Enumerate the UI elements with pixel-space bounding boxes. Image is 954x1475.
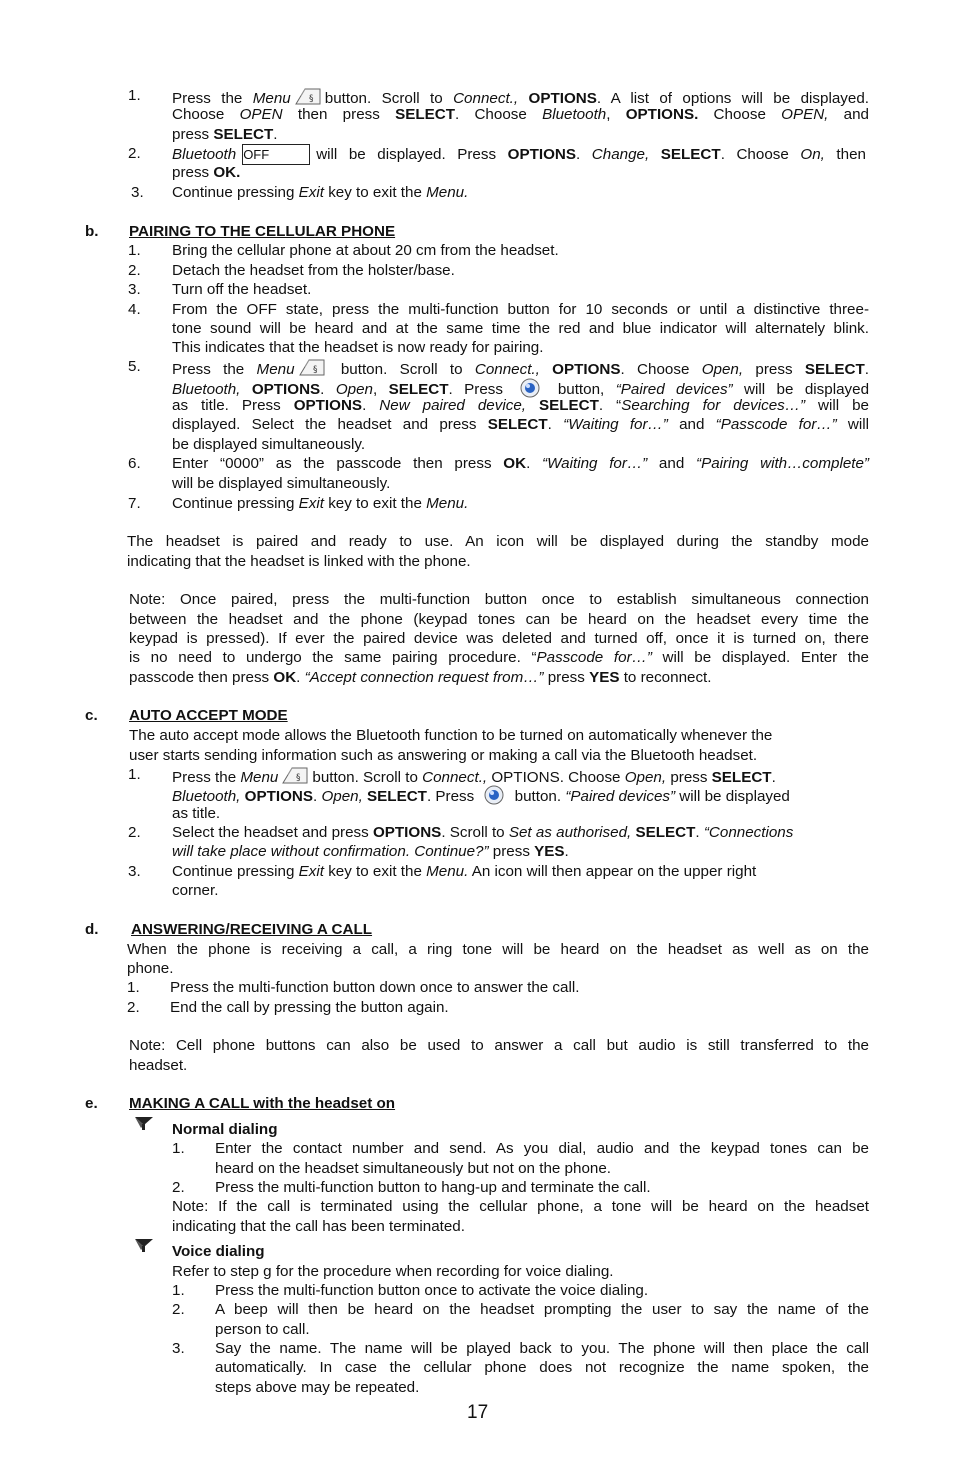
step-number: 3. — [128, 281, 141, 298]
step-number: 5. — [128, 358, 141, 375]
step-line: Press the Menu button. Scroll to Connect., OPTIONS. A list of options will be displayed. — [172, 86, 869, 108]
step-line: will be displayed simultaneously. — [172, 475, 391, 492]
note-line: Note: Cell phone buttons can also be used to answer a call but audio is still transferred to the — [129, 1037, 869, 1054]
step-line: Press the multi-function button down once to answer the call. — [170, 979, 580, 996]
step-line: automatically. In case the cellular phone does not recognize the name spoken, the — [215, 1359, 869, 1376]
status-box: OFF — [242, 144, 310, 165]
paragraph-line: The auto accept mode allows the Bluetooth function to be turned on automatically whenever the — [129, 727, 773, 744]
note-line: is no need to undergo the same pairing procedure. “Passcode for…” will be displayed. Enter the — [129, 649, 869, 666]
paragraph-line: When the phone is receiving a call, a ring tone will be heard on the headset as well as on the — [127, 941, 869, 958]
step-line: corner. — [172, 882, 219, 899]
step-line: Continue pressing Exit key to exit the Menu. — [172, 495, 469, 512]
step-number: 1. — [128, 242, 141, 259]
step-number: 2. — [128, 145, 141, 162]
step-line: From the OFF state, press the multi-function button for 10 seconds or until a distinctive three- — [172, 301, 869, 318]
section-letter: b. — [85, 223, 99, 240]
step-line: tone sound will be heard and at the same time the red and blue indicator will alternately blink. — [172, 320, 869, 337]
step-line: Continue pressing Exit key to exit the Menu. An icon will then appear on the upper right — [172, 863, 757, 880]
menu-button-icon — [297, 357, 327, 379]
step-line: Enter “0000” as the passcode then press OK. “Waiting for…” and “Pairing with…complete” — [172, 455, 869, 472]
step-line: Bring the cellular phone at about 20 cm from the headset. — [172, 242, 559, 259]
note-line: Note: If the call is terminated using the cellular phone, a tone will be heard on the headset — [172, 1198, 869, 1215]
note-line: headset. — [129, 1057, 188, 1074]
step-number: 2. — [172, 1301, 185, 1318]
step-line: Press the Menu button. Scroll to Connect., OPTIONS. Choose Open, press SELECT. — [172, 357, 869, 379]
section-letter: d. — [85, 921, 99, 938]
paragraph-line: user starts sending information such as answering or making a call via the Bluetooth headset. — [129, 747, 758, 764]
paragraph-line: phone. — [127, 960, 174, 977]
step-line: be displayed simultaneously. — [172, 436, 366, 453]
section-letter: c. — [85, 707, 98, 724]
paragraph-line: indicating that the headset is linked with the phone. — [127, 553, 471, 570]
step-number: 1. — [127, 979, 140, 996]
step-number: 4. — [128, 301, 141, 318]
step-number: 3. — [172, 1340, 185, 1357]
step-line: Turn off the headset. — [172, 281, 312, 298]
step-number: 2. — [128, 824, 141, 841]
step-number: 7. — [128, 495, 141, 512]
note-line: indicating that the call has been terminated. — [172, 1218, 465, 1235]
step-line: Continue pressing Exit key to exit the Menu. — [172, 184, 469, 201]
note-line: between the headset and the phone (keypad tones can be heard on the headset every time the — [129, 611, 869, 628]
step-line: Detach the headset from the holster/base. — [172, 262, 455, 279]
step-line: Bluetooth, OPTIONS. Open, SELECT. Press button, “Paired devices” will be displayed — [172, 377, 869, 399]
section-title: AUTO ACCEPT MODE — [129, 707, 288, 724]
step-line: heard on the headset simultaneously but not on the phone. — [215, 1160, 612, 1177]
step-number: 3. — [131, 184, 144, 201]
step-line: displayed. Select the headset and press SELECT. “Waiting for…” and “Passcode for…” will — [172, 416, 869, 433]
step-line: will take place without confirmation. Continue?” press YES. — [172, 843, 569, 860]
step-line: press OK. — [172, 164, 241, 181]
step-number: 2. — [127, 999, 140, 1016]
step-line: Choose OPEN then press SELECT. Choose Bluetooth, OPTIONS. Choose OPEN, and — [172, 106, 869, 123]
page-number: 17 — [467, 1402, 489, 1423]
note-line: passcode then press OK. “Accept connection request from…” press YES to reconnect. — [129, 669, 712, 686]
step-line: Press the multi-function button once to activate the voice dialing. — [215, 1282, 649, 1299]
step-number: 1. — [172, 1140, 185, 1157]
subsection-title: Normal dialing — [172, 1121, 278, 1138]
section-title: ANSWERING/RECEIVING A CALL — [131, 921, 373, 938]
step-line: End the call by pressing the button again. — [170, 999, 449, 1016]
section-title: PAIRING TO THE CELLULAR PHONE — [129, 223, 396, 240]
step-number: 3. — [128, 863, 141, 880]
step-number: 1. — [172, 1282, 185, 1299]
arrow-bullet-icon — [133, 1115, 155, 1131]
section-letter: e. — [85, 1095, 98, 1112]
step-line: press SELECT. — [172, 126, 278, 143]
step-line: This indicates that the headset is now ready for pairing. — [172, 339, 544, 356]
paragraph-line: The headset is paired and ready to use. An icon will be displayed during the standby mode — [127, 533, 869, 550]
section-title: MAKING A CALL with the headset on — [129, 1095, 396, 1112]
step-number: 1. — [128, 766, 141, 783]
step-line: Press the Menu button. Scroll to Connect., OPTIONS. Choose Open, press SELECT. — [172, 765, 776, 787]
step-line: Enter the contact number and send. As you dial, audio and the keypad tones can be — [215, 1140, 869, 1157]
step-line: Bluetooth OFF will be displayed. Press OPTIONS. Change, SELECT. Choose On, then — [172, 146, 866, 163]
step-number: 2. — [128, 262, 141, 279]
step-number: 6. — [128, 455, 141, 472]
step-number: 1. — [128, 87, 141, 104]
step-line: A beep will then be heard on the headset prompting the user to say the name of the — [215, 1301, 869, 1318]
step-line: as title. — [172, 805, 221, 822]
subsection-title: Voice dialing — [172, 1243, 265, 1260]
step-line: person to call. — [215, 1321, 310, 1338]
arrow-bullet-icon — [133, 1237, 155, 1253]
paragraph-line: Refer to step g for the procedure when recording for voice dialing. — [172, 1263, 614, 1280]
bluetooth-button-icon — [482, 784, 506, 806]
step-line: Bluetooth, OPTIONS. Open, SELECT. Press button. “Paired devices” will be displayed — [172, 784, 790, 806]
note-line: Note: Once paired, press the multi-function button once to establish simultaneous connection — [129, 591, 869, 608]
step-line: as title. Press OPTIONS. New paired device, SELECT. “Searching for devices…” will be — [172, 397, 869, 414]
note-line: keypad is pressed). If ever the paired device was deleted and turned off, once it is turned on, there — [129, 630, 869, 647]
step-line: Say the name. The name will be played back to you. The phone will then place the call — [215, 1340, 869, 1357]
step-line: Press the multi-function button to hang-up and terminate the call. — [215, 1179, 651, 1196]
step-line: steps above may be repeated. — [215, 1379, 420, 1396]
step-line: Select the headset and press OPTIONS. Scroll to Set as authorised, SELECT. “Connections — [172, 824, 794, 841]
step-number: 2. — [172, 1179, 185, 1196]
